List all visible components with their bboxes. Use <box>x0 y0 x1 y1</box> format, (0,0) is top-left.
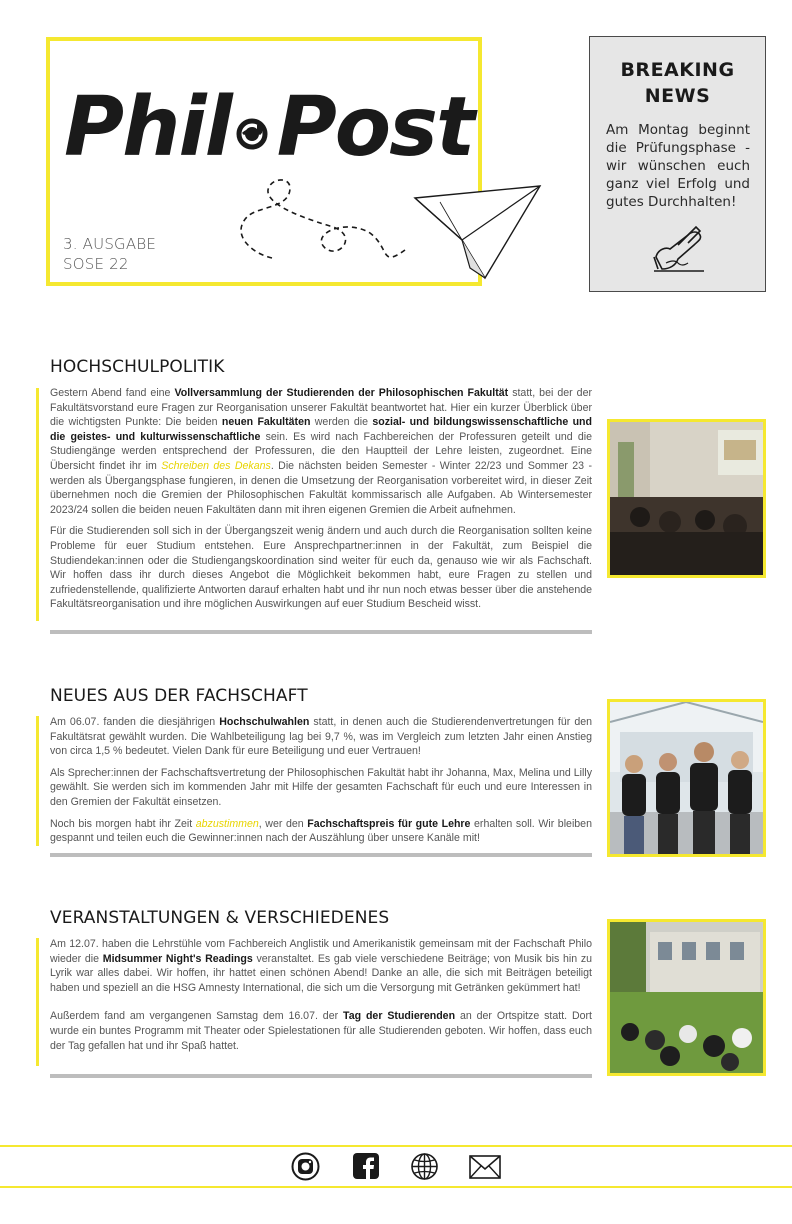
issue-semester: SOSE 22 <box>63 255 129 273</box>
paragraph: Für die Studierenden soll sich in der Übergangszeit wenig ändern und auch durch die Reorganisation sollten keine Probleme für euer Studium entstehen. Eure Ansprechpartner:innen in der Fakultät, zum Beispiel die Studiendekan:innen oder die Studiengangskoordination sind weiter für euch da, genauso wie wir als Fachschaft. Wir hoffen dass ihr durch dieses Angebot die Möglichkeit bekommen habt, eure Fragen zu stellen und zufriedenstellende, qualifizierte Antworten darauf erhalten habt und ihr nun noch etwas besser über die anstehende Fakultätsreorganisation und ihre möglichen Auswirkungen auf euer Studium Bescheid wisst. <box>50 525 592 611</box>
photo-midsummer-readings <box>607 919 766 1076</box>
photo-student-reps <box>607 699 766 857</box>
paper-plane-icon <box>230 178 550 288</box>
section-body-hochschulpolitik <box>50 386 592 619</box>
section-title-veranstaltungen: VERANSTALTUNGEN & VERSCHIEDENES <box>50 908 390 928</box>
highlight: sozial- und bildungswissenschaftliche und die geistes- und kulturwissenschaftliche <box>50 416 592 443</box>
highlight: Fachschaftspreis für gute Lehre <box>307 817 471 830</box>
photo-assembly-hall <box>607 419 766 578</box>
paragraph: Außerdem fand am vergangenen Samstag dem 16.07. der Tag der Studierenden an der Ortspitze statt. Dort wurde ein buntes Programm mit Theater oder Spielestationen für alle Studierenden geboten. Wir hoffen, dass euch der Tag gefallen hat und ihr Spaß hattet. <box>50 1010 592 1052</box>
section-accent-bar <box>36 388 39 621</box>
section-rule <box>50 853 592 857</box>
highlight: Vollversammlung der Studierenden der Philosophischen Fakultät <box>174 387 509 399</box>
breaking-title-line1: BREAKING <box>620 59 735 81</box>
breaking-title-line2: NEWS <box>644 85 711 107</box>
breaking-news-title <box>590 57 765 109</box>
paragraph: Als Sprecher:innen der Fachschaftsvertretung der Philosophischen Fakultät habt ihr Johanna, Max, Melina und Lilly gewählt. Sie werden sich im kommenden Jahr mit Hilfe der gesamten Fachschaft für euch und eure Interessen in den Gremien der Fakultät einsetzen. <box>50 766 592 808</box>
instagram-icon[interactable] <box>291 1152 320 1181</box>
writing-hand-icon <box>648 223 708 279</box>
logo <box>64 78 484 178</box>
issue-number: 3. AUSGABE <box>63 235 157 253</box>
section-rule <box>50 1074 592 1078</box>
footer-line-bottom <box>0 1186 792 1188</box>
vote-link[interactable]: abzustimmen <box>195 817 259 830</box>
logo-text-right: Post <box>276 80 474 175</box>
paragraph: Am 12.07. haben die Lehrstühle vom Fachbereich Anglistik und Amerikanistik gemeinsam mit der Fachschaft Philo wieder die Midsummer Night's Readings veranstaltet. Es gab viele verschiedene Beiträge; von Musik bis hin zu Lyrik war alles dabei. Wir hoffen, ihr hattet einen schönen Abend! Danke an alle, die sich mit Beiträgen beteiligt haben und speziell an die HSG Amnesty International, die sich um die Versorgung mit Getränken gekümmert hat! <box>50 938 593 994</box>
paragraph: Gestern Abend fand eine Vollversammlung der Studierenden der Philosophischen Fakultät statt, bei der der Fakultätsvorstand eure Fragen zur Reorganisation unserer Fakultät beantwortet hat. Hier ein kurzer Überblick über die wichtigsten Punkte: Die beiden neuen Fakultäten werden die sozial- und bildungswissenschaftliche und die geistes- und kulturwissenschaftliche sein. Es wird nach Fachbereichen der Professuren geteilt und die Studiengänge werden entsprechend der Professuren, die den Hauptteil der Lehre leisten, zugeordnet. Eine Übersicht findet ihr im Schreiben des Dekans. Die nächsten beiden Semester - Winter 22/23 und Sommer 23 - werden als Übergangsphase fungieren, in denen die Umsetzung der Reorganisation vorbereitet wird, in dieser Zeit übernehmen noch die Gremien der Philosophischen Fakultät kommissarisch alle Aufgaben. Ab Wintersemester 2023/24 sollen die beiden neuen Fakultäten dann mit ihren eigenen Gremien die Arbeit aufnehmen. <box>50 387 593 516</box>
section-title-hochschulpolitik: HOCHSCHULPOLITIK <box>50 357 225 377</box>
section-accent-bar <box>36 716 39 846</box>
facebook-icon[interactable] <box>352 1152 380 1180</box>
logo-text-left: Phil <box>64 80 231 175</box>
paragraph: Noch bis morgen habt ihr Zeit abzustimmen, wer den Fachschaftspreis für gute Lehre erhalten soll. Wir bleiben gespannt und teilen euch die Gewinner:innen nach der Auszählung über unsere Kanäle mit! <box>50 817 592 845</box>
highlight: Tag der Studierenden <box>343 1010 456 1023</box>
logo-o-icon <box>231 95 277 155</box>
breaking-news-box <box>589 36 766 292</box>
section-rule <box>50 630 592 634</box>
footer-line-top <box>0 1145 792 1147</box>
mail-icon[interactable] <box>469 1155 501 1179</box>
highlight: Midsummer Night's Readings <box>102 952 253 965</box>
breaking-news-text: Am Montag beginnt die Prüfungsphase - wir wünschen euch ganz viel Erfolg und gutes Durchhalten! <box>606 122 750 210</box>
paragraph: Am 06.07. fanden die diesjährigen Hochschulwahlen statt, in denen auch die Studierendenvertretungen für den Fakultätsrat gewählt wurden. Die Wahlbeteiligung lag bei 9,7 %, was im Vergleich zum letzten Jahr einen Anstieg von circa 1,5 % bedeutet. Vielen Dank für eure Beteiligung und euer Vertrauen! <box>50 716 592 758</box>
highlight: neuen Fakultäten <box>221 416 311 429</box>
globe-icon[interactable] <box>410 1152 439 1181</box>
section-accent-bar <box>36 938 39 1066</box>
highlight: Hochschulwahlen <box>219 716 310 728</box>
issue-info <box>63 234 156 274</box>
section-body-fachschaft <box>50 715 592 853</box>
section-title-fachschaft: NEUES AUS DER FACHSCHAFT <box>50 686 308 706</box>
section-body-veranstaltungen <box>50 937 592 1060</box>
dean-letter-link[interactable]: Schreiben des Dekans <box>161 459 271 472</box>
